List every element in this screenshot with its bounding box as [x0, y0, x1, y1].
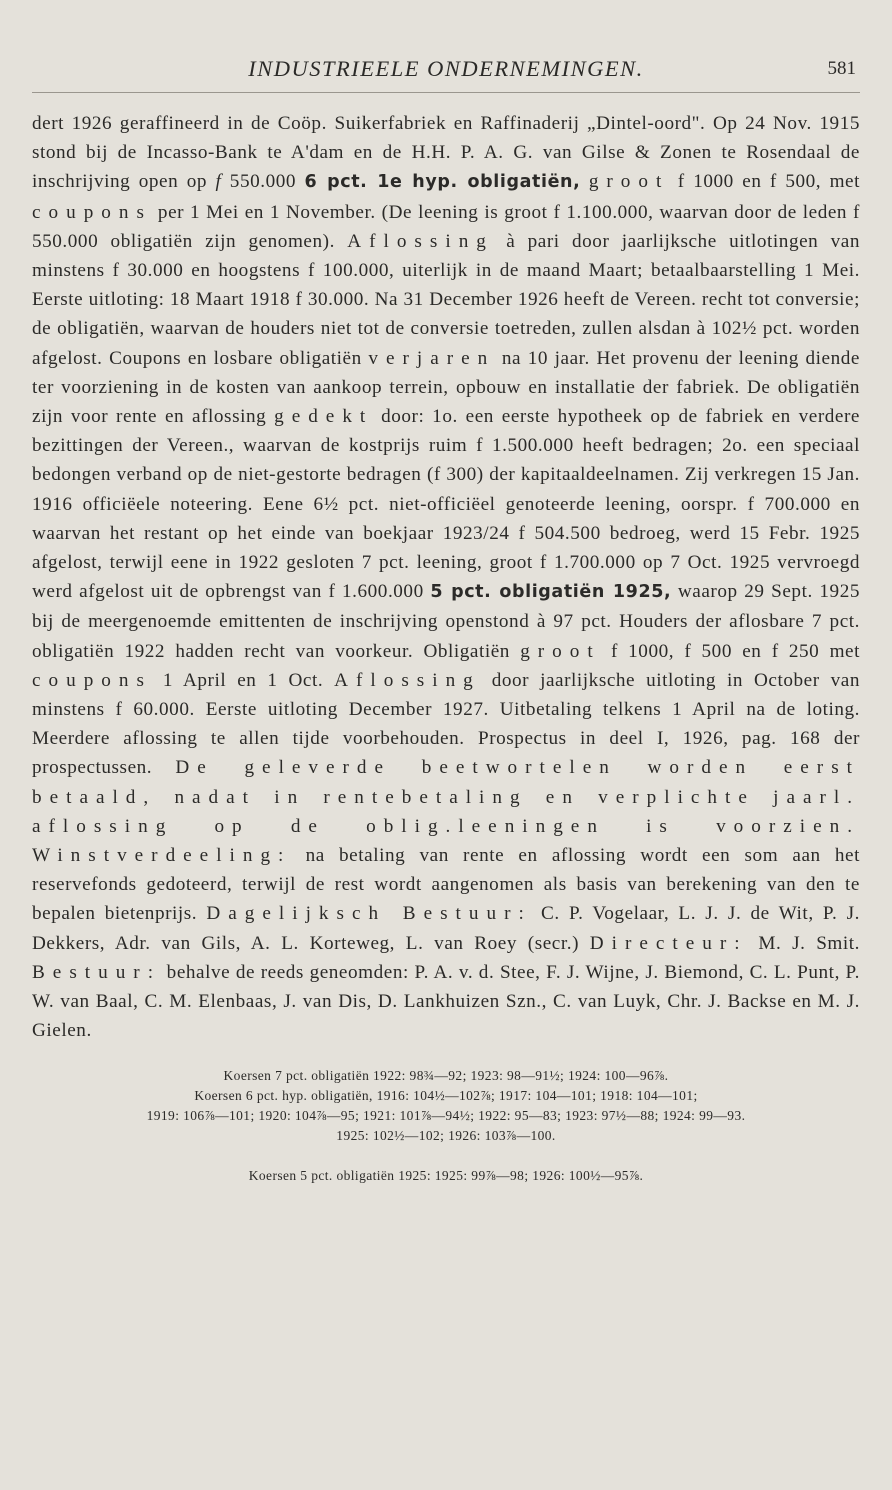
text [580, 171, 588, 192]
text: door jaarlijksche uitloting in October van minstens f 60.000. Eerste uitloting December 1927. Uitbetaling telkens 1 April na de loting. Meerdere aflossing te allen tijde voorbehouden. Prospectus in deel I, 1926, pag. 168 der prospectussen. [32, 669, 860, 779]
text: à pari door jaarlijksche uitlotingen van minstens f 30.000 en hoogstens f 100.000, uiterlijk in de maand Maart; betaalbaarstelling 1 Mei. Eerste uitloting: 18 Maart 1918 f 30.000. Na 31 December 1926 heeft de Vereen. recht tot conversie; de obligatiën, waarvan de houders niet tot de conversie toetreden, zullen alsdan à 102½ pct. worden afgelost. Coupons en losbare obligatiën [32, 230, 860, 369]
text: na 10 jaar. Het provenu der leening diende ter voorziening in de kosten van aankoop terrein, opbouw en installatie der fabriek. De obligatiën zijn voor rente en aflossing [32, 347, 860, 428]
text: behalve de reeds geneomden: P. A. v. d. Stee, F. J. Wijne, J. Biemond, C. L. Punt, P. W. van Baal, C. M. Elenbaas, J. van Dis, D. Lankhuizen Szn., C. van Luyk, Chr. J. Backse en M. J. Gielen. [32, 961, 860, 1042]
bold-heading: 6 pct. 1e hyp. obligatiën, [304, 172, 581, 193]
spaced-term: Bestuur: [32, 961, 162, 983]
spaced-term: De geleverde beetwortelen worden eerst betaald, nadat in rentebetaling en verplichte jaarl. aflossing op de oblig.leeningen is voorzien. [32, 757, 860, 837]
text: dert 1926 geraffineerd in de Coöp. Suikerfabriek en Raffinaderij „Dintel-oord". Op 24 Nov. 1915 stond bij de Incasso-Bank te A'dam en de H.H. P. A. G. van Gilse & Zonen te Rosendaal de inschrijving open op [32, 113, 860, 193]
quote-line: 1919: 106⅞—101; 1920: 104⅞—95; 1921: 101⅞—94½; 1922: 95—83; 1923: 97½—88; 1924: 99—93. [146, 1107, 746, 1123]
text: door: 1o. een eerste hypotheek op de fabriek en verdere bezittingen der Vereen., waarvan de kostprijs ruim f 1.500.000 heeft bedragen; 2o. een speciaal bedongen verband op de niet-gestorte bedragen (f 300) der kapitaaldeelnamen. Zij verkregen 15 Jan. 1916 officiëele noteering. Eene 6½ pct. niet-officiëel genoteerde leening, oorspr. f 700.000 en waarvan het restant op het einde van boekjaar 1923/24 f 504.500 bedroeg, werd 15 Febr. 1925 afgelost, terwijl eene in 1922 gesloten 7 pct. leening, groot f 1.700.000 op 7 Oct. 1925 vervroegd werd afgelost uit de opbrengst van f 1.600.000 [32, 406, 860, 603]
quote-line: Koersen 5 pct. obligatiën 1925: 1925: 99⅞—98; 1926: 100½—95⅞. [248, 1167, 644, 1183]
quote-line: Koersen 7 pct. obligatiën 1922: 98¾—92; 1923: 98—91½; 1924: 100—96⅞. [223, 1067, 669, 1083]
quote-line: 1925: 102½—102; 1926: 103⅞—100. [336, 1127, 556, 1143]
text: na betaling van rente en aflossing wordt een som aan het reservefonds gedoteerd, terwijl de rest wordt aangenomen als basis van berekening van den te bepalen bietenprijs. [32, 845, 860, 925]
text: f 1000, f 500 en f 250 met [600, 640, 860, 662]
spaced-term: Aflossing [347, 230, 494, 252]
spaced-term: coupons [32, 669, 152, 691]
text: waarop 29 Sept. 1925 bij de meergenoemde emittenten de inschrijving openstond à 97 pct. Houders der aflosbare 7 pct. obligatiën 1922 hadden recht van voorkeur. Obligatiën [32, 581, 860, 662]
spaced-term: Winstverdeeling: [32, 845, 292, 867]
spaced-term: verjaren [368, 347, 496, 369]
bold-heading: 5 pct. obligatiën 1925, [430, 582, 672, 603]
spaced-term: groot [588, 171, 670, 193]
page-header [32, 50, 860, 93]
spaced-term: Dagelijksch Bestuur: [206, 903, 532, 925]
spaced-term: Directeur: [589, 932, 748, 954]
text: per 1 Mei en 1 November. (De leening is groot f 1.100.000, waarvan door de leden f 550.000 obligatiën zijn genomen). [32, 201, 860, 252]
text: M. J. Smit. [747, 932, 860, 954]
currency-symbol: f [215, 171, 222, 193]
quote-line: Koersen 6 pct. hyp. obligatiën, 1916: 104½—102⅞; 1917: 104—101; 1918: 104—101; [194, 1087, 698, 1103]
text: 1 April en 1 Oct. [151, 669, 335, 691]
spaced-term: Aflossing [334, 669, 481, 691]
spaced-term: gedekt [274, 406, 374, 428]
spaced-term: groot [520, 640, 601, 662]
page-number: 581 [827, 58, 856, 79]
spaced-term: coupons [32, 201, 152, 223]
running-title: INDUSTRIEELE ONDERNEMINGEN. [248, 56, 644, 81]
body-paragraph [32, 109, 860, 1046]
text: f 1000 en f 500, met [669, 171, 861, 193]
text: C. P. Vogelaar, L. J. J. de Wit, P. J. Dekkers, Adr. van Gils, A. L. Korteweg, L. van Roey (secr.) [32, 903, 860, 954]
price-quotes [32, 1066, 860, 1186]
text: 550.000 [221, 171, 305, 193]
